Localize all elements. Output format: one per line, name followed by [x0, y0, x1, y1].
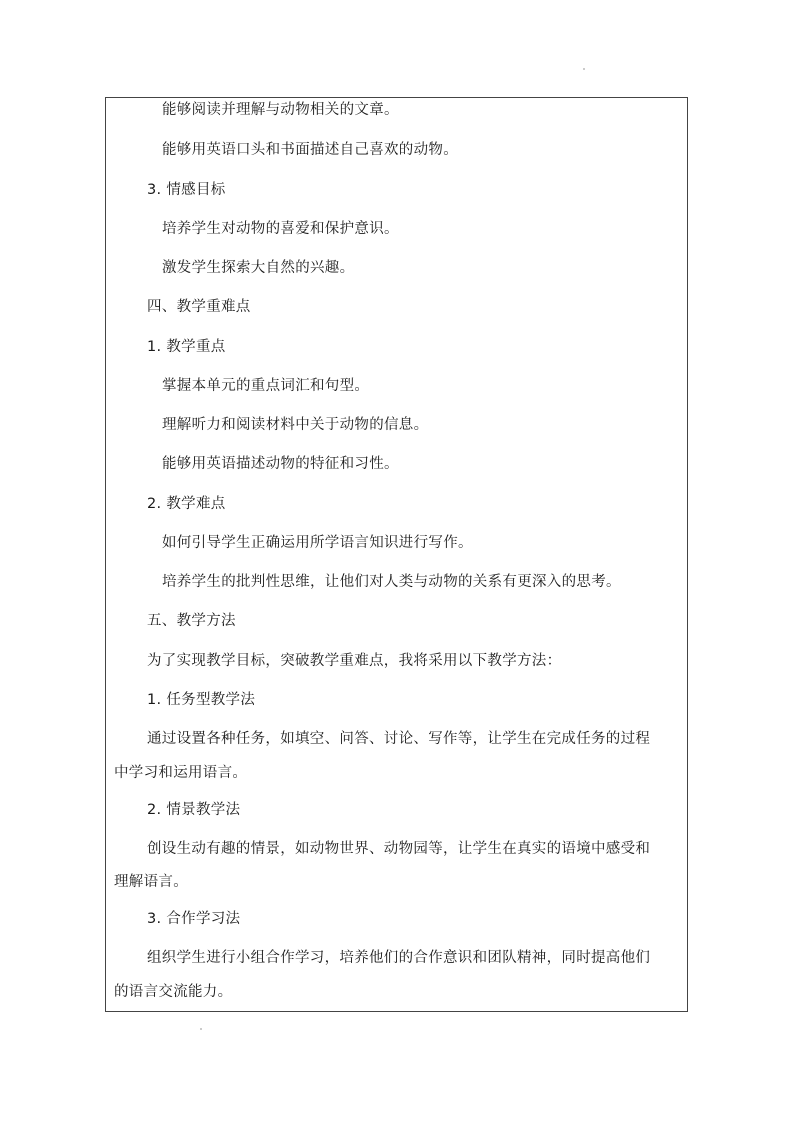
- text-line: 创设生动有趣的情景，如动物世界、动物园等，让学生在真实的语境中感受和: [147, 841, 651, 857]
- subheading: 3. 合作学习法: [147, 911, 241, 927]
- text-line: 能够阅读并理解与动物相关的文章。: [162, 102, 399, 118]
- text-line: 组织学生进行小组合作学习，培养他们的合作意识和团队精神，同时提高他们: [147, 950, 651, 966]
- text-line: 能够用英语描述动物的特征和习性。: [162, 456, 399, 472]
- text-line: 为了实现教学目标，突破教学重难点，我将采用以下教学方法：: [147, 653, 562, 669]
- text-line: 培养学生对动物的喜爱和保护意识。: [162, 221, 399, 237]
- text-line: 理解听力和阅读材料中关于动物的信息。: [162, 417, 429, 433]
- text-line: 能够用英语口头和书面描述自己喜欢的动物。: [162, 142, 458, 158]
- text-line: 中学习和运用语言。: [114, 765, 248, 781]
- scan-speck: [583, 68, 585, 70]
- text-line: 通过设置各种任务，如填空、问答、讨论、写作等，让学生在完成任务的过程: [147, 731, 651, 747]
- section-heading: 四、教学重难点: [147, 299, 251, 315]
- text-line: 激发学生探索大自然的兴趣。: [162, 260, 355, 276]
- text-line: 的语言交流能力。: [114, 984, 233, 1000]
- scan-speck: [200, 1028, 202, 1030]
- subheading: 3. 情感目标: [147, 182, 226, 198]
- subheading: 1. 教学重点: [147, 339, 226, 355]
- section-heading: 五、教学方法: [147, 613, 236, 629]
- text-line: 培养学生的批判性思维，让他们对人类与动物的关系有更深入的思考。: [162, 574, 621, 590]
- subheading: 1. 任务型教学法: [147, 692, 256, 708]
- subheading: 2. 教学难点: [147, 496, 226, 512]
- text-line: 掌握本单元的重点词汇和句型。: [162, 378, 370, 394]
- text-line: 理解语言。: [114, 874, 188, 890]
- subheading: 2. 情景教学法: [147, 802, 241, 818]
- text-line: 如何引导学生正确运用所学语言知识进行写作。: [162, 535, 473, 551]
